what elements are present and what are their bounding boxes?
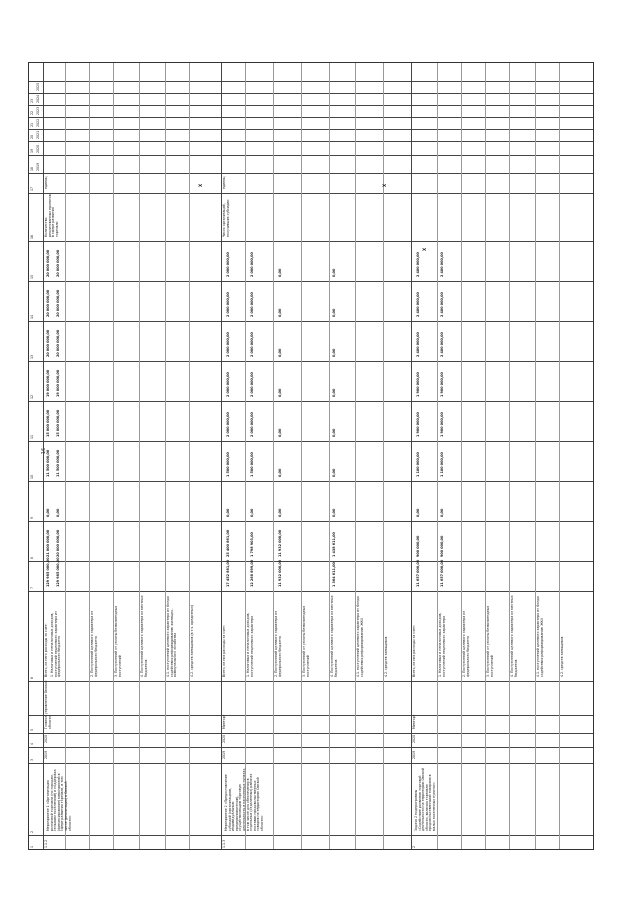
header-year: 2023 bbox=[36, 106, 40, 115]
row2-source-4: 4. Поступлений целевого характера из местных бюджетов bbox=[330, 595, 338, 677]
row3-source-6: 4.2. средств заемщиков bbox=[560, 636, 564, 677]
row2-value-c-10: 0,00 bbox=[278, 468, 282, 477]
row1-value-9: 0,00 bbox=[46, 508, 50, 517]
header-year: 2024 bbox=[36, 94, 40, 103]
row1-source-1: 1. Налоговых и неналоговых доходов, поступлений нецелевого характера из федерального бюджета bbox=[50, 611, 62, 677]
row2-event: Мероприятие 2 «Предоставление субсидий (организациям, индивидуальным предпринимателям), осуществляющим торговую деятельность в населенных пунктах, в том числе для обеспечения в отдельных (отдаленных) районах поставки продовольственных товаров на территорию Омской области» bbox=[224, 767, 264, 831]
row1-value-b-7: 129 985 000,00 bbox=[56, 557, 60, 587]
row2-source-0: Всего, из них расходы за счет: bbox=[222, 625, 226, 677]
row2-x-mark: X bbox=[382, 183, 388, 188]
row1-value-b-11: 15 000 000,00 bbox=[56, 409, 60, 437]
row2-value-b-9: 0,00 bbox=[250, 508, 254, 517]
row1-code: 1.1.2 bbox=[44, 839, 48, 848]
row2-value-15: 2 000 000,00 bbox=[226, 252, 230, 277]
row3-value-b-9: 0,00 bbox=[440, 508, 444, 517]
header-year: 2019 bbox=[36, 162, 40, 171]
table-rule bbox=[437, 63, 438, 849]
row2-value-c-15: 0,00 bbox=[278, 268, 282, 277]
header-col-20: 20 bbox=[30, 134, 34, 139]
row1-source-4: 4. Поступлений целевого характера из местных бюджетов bbox=[140, 595, 148, 677]
row1-source-6: 4.2. средств заемщиков (в т.ч. кредитных) bbox=[190, 604, 194, 677]
header-col-1: 1 bbox=[30, 845, 34, 848]
row2-value-d-10: 0,00 bbox=[332, 468, 336, 477]
row3-value-13: 2 400 000,00 bbox=[416, 332, 420, 357]
header-year: 2022 bbox=[36, 118, 40, 127]
row1-value-b-13: 20 000 000,00 bbox=[56, 329, 60, 357]
row2-value-c-8: 11 932 000,00 bbox=[278, 529, 282, 557]
row2-value-d-8: 1 438 611,00 bbox=[332, 532, 336, 557]
row3-value-b-13: 2 400 000,00 bbox=[440, 332, 444, 357]
header-col-3: 3 bbox=[30, 758, 34, 761]
row1-value-11: 15 000 000,00 bbox=[46, 409, 50, 437]
row3-value-15: 2 400 000,00 bbox=[416, 252, 420, 277]
row1-source-3: 3. Поступлений от уплаты безвозмездных поступлений bbox=[114, 605, 122, 677]
rotated-table bbox=[28, 62, 594, 850]
header-col-19: 19 bbox=[30, 148, 34, 153]
row3-x-mark: X bbox=[422, 247, 428, 252]
row3-value-b-15: 2 400 000,00 bbox=[440, 252, 444, 277]
row1-value-14: 20 000 000,00 bbox=[46, 289, 50, 317]
table-rule bbox=[245, 63, 246, 849]
row3-source-4: 4. Поступлений целевого характера из местных бюджетов bbox=[510, 595, 518, 677]
row2-start: 2019 bbox=[222, 750, 226, 759]
row2-executor: Минторг bbox=[222, 714, 226, 729]
row1-value-15: 20 000 000,00 bbox=[46, 249, 50, 277]
header-col-16: 16 bbox=[30, 234, 34, 239]
row2-source-1: 1. Налоговых и неналоговых доходов, поступлений нецелевого характера bbox=[246, 612, 254, 677]
row2-value-d-15: 0,00 bbox=[332, 268, 336, 277]
table-rule bbox=[461, 63, 462, 849]
row2-value-b-7: 12 268 899,00 bbox=[250, 559, 254, 587]
row2-value-c-13: 0,00 bbox=[278, 348, 282, 357]
row1-value-b-12: 19 000 000,00 bbox=[56, 369, 60, 397]
row2-value-d-13: 0,00 bbox=[332, 348, 336, 357]
table-rule bbox=[535, 63, 536, 849]
header-col-13: 13 bbox=[30, 354, 34, 359]
row2-value-b-12: 2 000 000,00 bbox=[250, 372, 254, 397]
header-col-6: 6 bbox=[30, 676, 34, 679]
table-rule bbox=[113, 63, 114, 849]
row2-value-b-14: 2 000 000,00 bbox=[250, 292, 254, 317]
table-rule bbox=[355, 63, 356, 849]
row1-value-b-10: 11 500 000,00 bbox=[56, 449, 60, 477]
row2-value-13: 2 000 000,00 bbox=[226, 332, 230, 357]
row2-value-14: 2 000 000,00 bbox=[226, 292, 230, 317]
row3-value-14: 2 400 000,00 bbox=[416, 292, 420, 317]
row3-value-b-7: 11 657 000,00 bbox=[440, 559, 444, 587]
page-number: 16 bbox=[41, 447, 47, 455]
header-year: 2021 bbox=[36, 130, 40, 139]
table-rule bbox=[383, 63, 384, 849]
row2-value-c-12: 0,00 bbox=[278, 388, 282, 397]
header-col-14: 14 bbox=[30, 314, 34, 319]
row3-value-10: 1 100 000,00 bbox=[416, 452, 420, 477]
row3-value-9: 0,00 bbox=[416, 508, 420, 517]
row2-value-8: 25 400 861,00 bbox=[226, 529, 230, 557]
row3-value-7: 11 657 000,00 bbox=[416, 559, 420, 587]
row3-value-b-11: 1 900 000,00 bbox=[440, 412, 444, 437]
header-col-9: 9 bbox=[30, 516, 34, 519]
header-col-10: 10 bbox=[30, 474, 34, 479]
row3-executor: Минторг bbox=[412, 714, 416, 729]
header-col-8: 8 bbox=[30, 556, 34, 559]
row2-value-b-10: 1 500 000,00 bbox=[250, 452, 254, 477]
row2-end: 2020 bbox=[222, 734, 226, 743]
row2-value-12: 2 000 000,00 bbox=[226, 372, 230, 397]
row3-event: Задача 2 подпрограммы «Содействие развитию торговой деятельности на территории Омской области, включая торговлю продовольственными товарами в малых населенных пунктах» bbox=[414, 767, 436, 831]
row2-source-2: 2. Поступлений целевого характера из федерального бюджета bbox=[274, 610, 282, 677]
table-rule bbox=[65, 63, 66, 849]
table-rule bbox=[165, 63, 166, 849]
row2-value-b-15: 2 000 000,00 bbox=[250, 252, 254, 277]
row2-unit: единиц bbox=[222, 176, 226, 189]
table-rule bbox=[485, 63, 486, 849]
row2-value-b-11: 2 000 000,00 bbox=[250, 412, 254, 437]
header-year: 2025 bbox=[36, 82, 40, 91]
row2-value-b-13: 2 000 000,00 bbox=[250, 332, 254, 357]
row2-value-c-9: 0,00 bbox=[278, 508, 282, 517]
row3-source-5: 4.1. поступлений целевого характера из Фонда содействия реформированию ЖКХ bbox=[536, 596, 544, 677]
row1-value-7: 129 985 000,00 bbox=[46, 557, 50, 587]
row3-value-11: 1 900 000,00 bbox=[416, 412, 420, 437]
row3-start: 2019 bbox=[412, 750, 416, 759]
row2-value-d-11: 0,00 bbox=[332, 428, 336, 437]
row1-value-13: 20 000 000,00 bbox=[46, 329, 50, 357]
row3-source-3: 3. Поступлений от уплаты безвозмездных поступлений bbox=[486, 605, 494, 677]
row2-source-3: 3. Поступлений от уплаты безвозмездных поступлений bbox=[302, 605, 310, 677]
row2-source-5: 4.1. поступлений целевого характера из Фонда содействия реформированию ЖКХ bbox=[356, 596, 364, 677]
header-col-12: 12 bbox=[30, 394, 34, 399]
row1-value-b-14: 20 000 000,00 bbox=[56, 289, 60, 317]
table-rule bbox=[89, 63, 90, 849]
row2-value-c-7: 11 932 000,00 bbox=[278, 559, 282, 587]
row1-value-8: 21 000 000,00 bbox=[46, 529, 50, 557]
row1-executor: Главное управление Омской области bbox=[44, 680, 52, 729]
row1-value-b-8: 20 000 000,00 bbox=[56, 529, 60, 557]
table-rule bbox=[509, 63, 510, 849]
table-rule bbox=[559, 63, 560, 849]
row3-value-12: 1 900 000,00 bbox=[416, 372, 420, 397]
header-col-23: 23 bbox=[30, 98, 34, 103]
row1-start: 2019 bbox=[44, 750, 48, 759]
row2-value-c-14: 0,00 bbox=[278, 308, 282, 317]
row3-end: 2020 bbox=[412, 734, 416, 743]
row2-value-d-9: 0,00 bbox=[332, 508, 336, 517]
row2-value-10: 1 500 000,00 bbox=[226, 452, 230, 477]
row2-value-d-14: 0,00 bbox=[332, 308, 336, 317]
row2-source-6: 4.2. средств заемщиков bbox=[384, 636, 388, 677]
row1-source-5: 4.1. поступлений целевого характера из Фонда содействия реформированию жилищно-коммунального хозяйства bbox=[166, 596, 178, 677]
table-rule bbox=[273, 63, 274, 849]
table-rule bbox=[189, 63, 190, 849]
header-col-18: 18 bbox=[30, 166, 34, 171]
table-rule bbox=[301, 63, 302, 849]
row2-value-7: 17 452 881,00 bbox=[226, 559, 230, 587]
row1-x-mark: X bbox=[198, 183, 204, 188]
row3-value-b-14: 2 400 000,00 bbox=[440, 292, 444, 317]
row1-unit: единиц bbox=[44, 176, 48, 189]
row2-value-9: 0,00 bbox=[226, 508, 230, 517]
row3-source-1: 1. Налоговых и неналоговых доходов, поступлений нецелевого характера bbox=[438, 612, 446, 677]
row3-value-b-10: 1 100 000,00 bbox=[440, 452, 444, 477]
header-col-22: 22 bbox=[30, 110, 34, 115]
row2-value-b-8: 1 798 903,00 bbox=[250, 532, 254, 557]
row3-code: 2 bbox=[412, 845, 416, 848]
header-year: 2020 bbox=[36, 144, 40, 153]
row3-source-2: 2. Поступлений целевого характера из федерального бюджета bbox=[462, 610, 470, 677]
row3-value-b-12: 1 900 000,00 bbox=[440, 372, 444, 397]
header-col-17: 17 bbox=[30, 186, 34, 191]
header-col-21: 21 bbox=[30, 122, 34, 127]
table-rule bbox=[329, 63, 330, 849]
header-col-5: 5 bbox=[30, 728, 34, 731]
row1-source-2: 2. Поступлений целевого характера из федерального бюджета bbox=[90, 610, 98, 677]
row1-event: Мероприятие 1 «Организация розничной торговли (по городам, сельским поселениям) и поддержка (финансирование) мероприятий в сфере развития торговли, в том числе (реализация) в Омской области» bbox=[46, 769, 72, 831]
table-rule bbox=[411, 63, 412, 849]
row1-value-12: 19 000 000,00 bbox=[46, 369, 50, 397]
table-rule bbox=[139, 63, 140, 849]
row1-source-0: Всего, из него расходы за счет: bbox=[44, 623, 48, 677]
row2-indicator: Число организаций, получивших субсидии bbox=[222, 199, 230, 237]
header-col-11: 11 bbox=[30, 434, 34, 439]
row2-code: 1.1.3 bbox=[222, 839, 226, 848]
header-col-4: 4 bbox=[30, 742, 34, 745]
header-col-15: 15 bbox=[30, 274, 34, 279]
row1-value-b-9: 0,00 bbox=[56, 508, 60, 517]
row2-value-11: 2 000 000,00 bbox=[226, 412, 230, 437]
row2-value-d-7: 1 364 611,00 bbox=[332, 562, 336, 587]
header-col-7: 7 bbox=[30, 586, 34, 589]
row1-end: 2020 bbox=[44, 734, 48, 743]
row2-value-c-11: 0,00 bbox=[278, 428, 282, 437]
row3-value-8: 900 000,00 bbox=[416, 535, 420, 557]
row1-value-10: 11 500 000,00 bbox=[46, 449, 50, 477]
row3-source-0: Всего, из них расходы за счет: bbox=[412, 625, 416, 677]
row3-value-b-8: 900 000,00 bbox=[440, 535, 444, 557]
row1-indicator: Количество реализованных проектов в сфере развития торговли bbox=[44, 194, 59, 237]
row2-value-d-12: 0,00 bbox=[332, 388, 336, 397]
header-col-2: 2 bbox=[30, 830, 34, 833]
row1-value-b-15: 20 000 000,00 bbox=[56, 249, 60, 277]
